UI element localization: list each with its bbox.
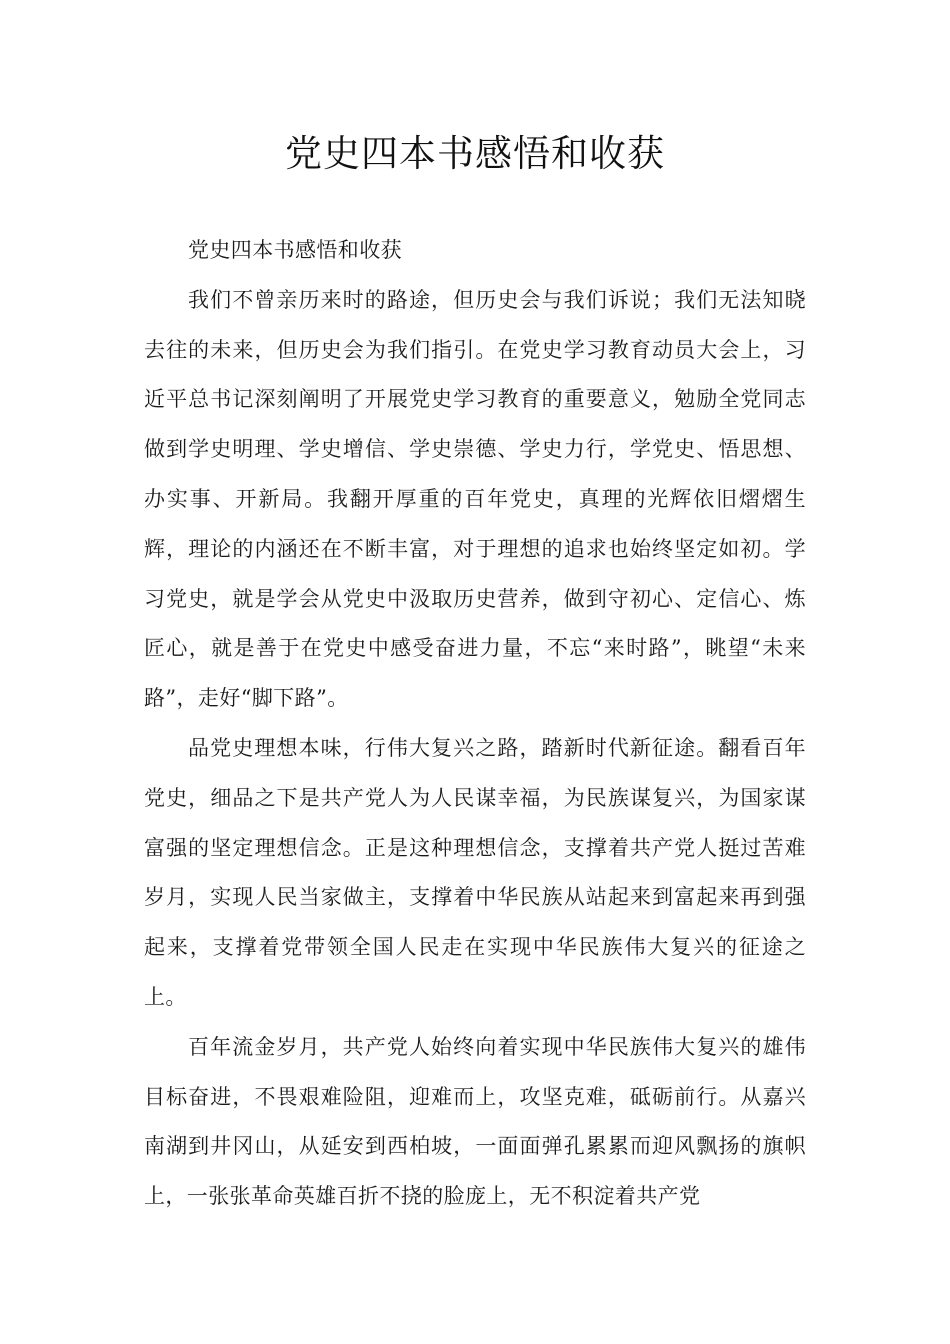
paragraph: 品党史理想本味，行伟大复兴之路，踏新时代新征途。翻看百年党史，细品之下是共产党人为人民谋幸福，为民族谋复兴，为国家谋富强的坚定理想信念。正是这种理想信念，支撑着共产党人挺过苦难岁月，实现人民当家做主，支撑着中华民族从站起来到富起来再到强起来，支撑着党带领全国人民走在实现中华民族伟大复兴的征途之上。 (144, 735, 806, 1009)
document-body (144, 226, 806, 1222)
document-title: 党史四本书感悟和收获 (285, 132, 665, 175)
paragraph: 百年流金岁月，共产党人始终向着实现中华民族伟大复兴的雄伟目标奋进，不畏艰难险阻，迎难而上，攻坚克难，砥砺前行。从嘉兴南湖到井冈山，从延安到西柏坡，一面面弹孔累累而迎风飘扬的旗帜上，一张张革命英雄百折不挠的脸庞上，无不积淀着共产党 (144, 1034, 806, 1209)
paragraph: 我们不曾亲历来时的路途，但历史会与我们诉说；我们无法知晓去往的未来，但历史会为我们指引。在党史学习教育动员大会上，习近平总书记深刻阐明了开展党史学习教育的重要意义，勉励全党同志做到学史明理、学史增信、学史崇德、学史力行，学党史、悟思想、办实事、开新局。我翻开厚重的百年党史，真理的光辉依旧熠熠生辉，理论的内涵还在不断丰富，对于理想的追求也始终坚定如初。学习党史，就是学会从党史中汲取历史营养，做到守初心、定信心、炼匠心，就是善于在党史中感受奋进力量，不忘“来时路”，眺望“未来路”，走好“脚下路”。 (144, 287, 806, 711)
paragraph-subtitle: 党史四本书感悟和收获 (188, 238, 402, 262)
